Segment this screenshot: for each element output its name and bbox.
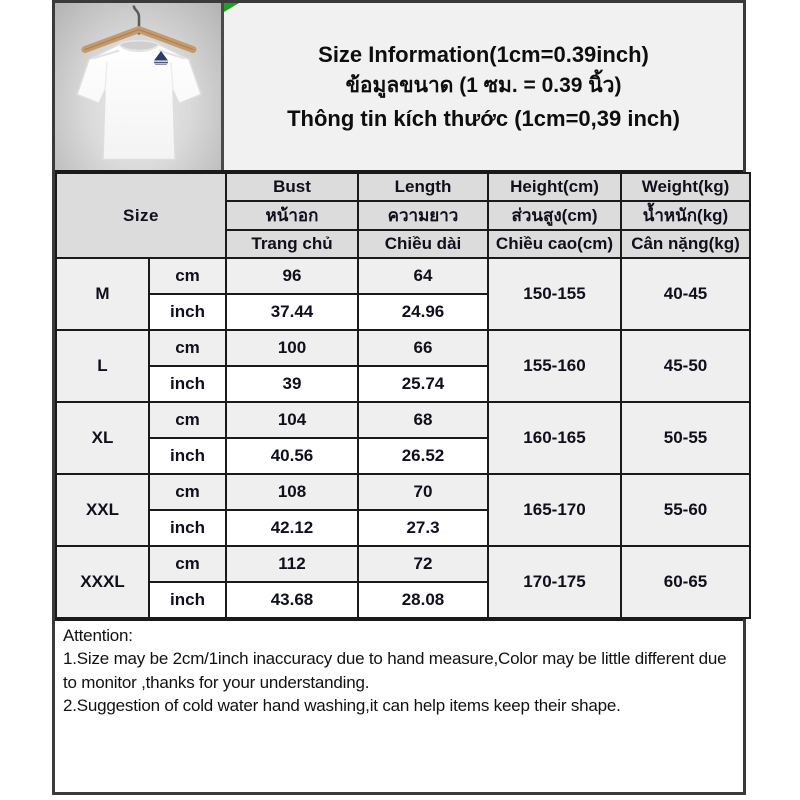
unit-label-inch: inch bbox=[149, 294, 226, 330]
length-inch-value: 26.52 bbox=[358, 438, 488, 474]
size-header-cell: Size bbox=[56, 173, 226, 258]
table-row-xl-cm bbox=[56, 402, 750, 438]
unit-label-cm: cm bbox=[149, 474, 226, 510]
height-range: 155-160 bbox=[488, 330, 621, 402]
unit-label-inch: inch bbox=[149, 366, 226, 402]
product-photo bbox=[55, 3, 224, 170]
col-header-bust-th: หน้าอก bbox=[226, 201, 358, 230]
header-row-english bbox=[56, 173, 750, 201]
weight-range: 55-60 bbox=[621, 474, 750, 546]
content-frame bbox=[52, 0, 746, 795]
col-header-bust-en: Bust bbox=[226, 173, 358, 201]
length-cm-value: 66 bbox=[358, 330, 488, 366]
length-inch-value: 28.08 bbox=[358, 582, 488, 618]
unit-label-cm: cm bbox=[149, 330, 226, 366]
size-table bbox=[55, 172, 751, 619]
tshirt-graphic bbox=[77, 41, 201, 160]
weight-range: 50-55 bbox=[621, 402, 750, 474]
bust-cm-value: 100 bbox=[226, 330, 358, 366]
table-row-xxl-cm bbox=[56, 474, 750, 510]
bust-cm-value: 96 bbox=[226, 258, 358, 294]
size-table-header bbox=[56, 173, 750, 258]
attention-note-1: 1.Size may be 2cm/1inch inaccuracy due to hand measure,Color may be little different due to monitor ,thanks for your understanding. bbox=[63, 649, 727, 692]
col-header-weight-vi: Cân nặng(kg) bbox=[621, 230, 750, 258]
col-header-length-vi: Chiều dài bbox=[358, 230, 488, 258]
weight-range: 40-45 bbox=[621, 258, 750, 330]
bust-cm-value: 112 bbox=[226, 546, 358, 582]
col-header-weight-en: Weight(kg) bbox=[621, 173, 750, 201]
length-inch-value: 27.3 bbox=[358, 510, 488, 546]
col-header-height-en: Height(cm) bbox=[488, 173, 621, 201]
title-block bbox=[224, 3, 743, 170]
height-range: 150-155 bbox=[488, 258, 621, 330]
bust-cm-value: 108 bbox=[226, 474, 358, 510]
unit-label-inch: inch bbox=[149, 510, 226, 546]
unit-label-inch: inch bbox=[149, 438, 226, 474]
length-cm-value: 64 bbox=[358, 258, 488, 294]
table-row-xxxl-cm bbox=[56, 546, 750, 582]
col-header-height-th: ส่วนสูง(cm) bbox=[488, 201, 621, 230]
bust-inch-value: 40.56 bbox=[226, 438, 358, 474]
title-english: Size Information(1cm=0.39inch) bbox=[318, 42, 649, 68]
length-inch-value: 24.96 bbox=[358, 294, 488, 330]
col-header-height-vi: Chiều cao(cm) bbox=[488, 230, 621, 258]
size-label-l: L bbox=[56, 330, 149, 402]
length-cm-value: 68 bbox=[358, 402, 488, 438]
height-range: 165-170 bbox=[488, 474, 621, 546]
bust-cm-value: 104 bbox=[226, 402, 358, 438]
header-section bbox=[55, 3, 743, 172]
weight-range: 60-65 bbox=[621, 546, 750, 618]
weight-range: 45-50 bbox=[621, 330, 750, 402]
attention-heading: Attention: bbox=[63, 626, 133, 645]
length-cm-value: 70 bbox=[358, 474, 488, 510]
bust-inch-value: 43.68 bbox=[226, 582, 358, 618]
col-header-length-th: ความยาว bbox=[358, 201, 488, 230]
unit-label-cm: cm bbox=[149, 402, 226, 438]
unit-label-cm: cm bbox=[149, 546, 226, 582]
attention-section bbox=[55, 619, 743, 769]
table-row-l-cm bbox=[56, 330, 750, 366]
col-header-weight-th: น้ำหนัก(kg) bbox=[621, 201, 750, 230]
height-range: 170-175 bbox=[488, 546, 621, 618]
unit-label-cm: cm bbox=[149, 258, 226, 294]
length-cm-value: 72 bbox=[358, 546, 488, 582]
height-range: 160-165 bbox=[488, 402, 621, 474]
unit-label-inch: inch bbox=[149, 582, 226, 618]
size-label-xxl: XXL bbox=[56, 474, 149, 546]
green-corner-accent bbox=[224, 3, 239, 12]
bust-inch-value: 39 bbox=[226, 366, 358, 402]
bust-inch-value: 37.44 bbox=[226, 294, 358, 330]
size-label-xxxl: XXXL bbox=[56, 546, 149, 618]
length-inch-value: 25.74 bbox=[358, 366, 488, 402]
table-row-m-cm bbox=[56, 258, 750, 294]
size-label-xl: XL bbox=[56, 402, 149, 474]
title-vietnamese: Thông tin kích thước (1cm=0,39 inch) bbox=[287, 105, 680, 131]
title-thai: ข้อมูลขนาด (1 ซม. = 0.39 นิ้ว) bbox=[345, 74, 622, 98]
col-header-length-en: Length bbox=[358, 173, 488, 201]
bust-inch-value: 42.12 bbox=[226, 510, 358, 546]
attention-note-2: 2.Suggestion of cold water hand washing,it can help items keep their shape. bbox=[63, 696, 621, 716]
col-header-bust-vi: Trang chủ bbox=[226, 230, 358, 258]
tshirt-image bbox=[55, 3, 221, 170]
size-label-m: M bbox=[56, 258, 149, 330]
